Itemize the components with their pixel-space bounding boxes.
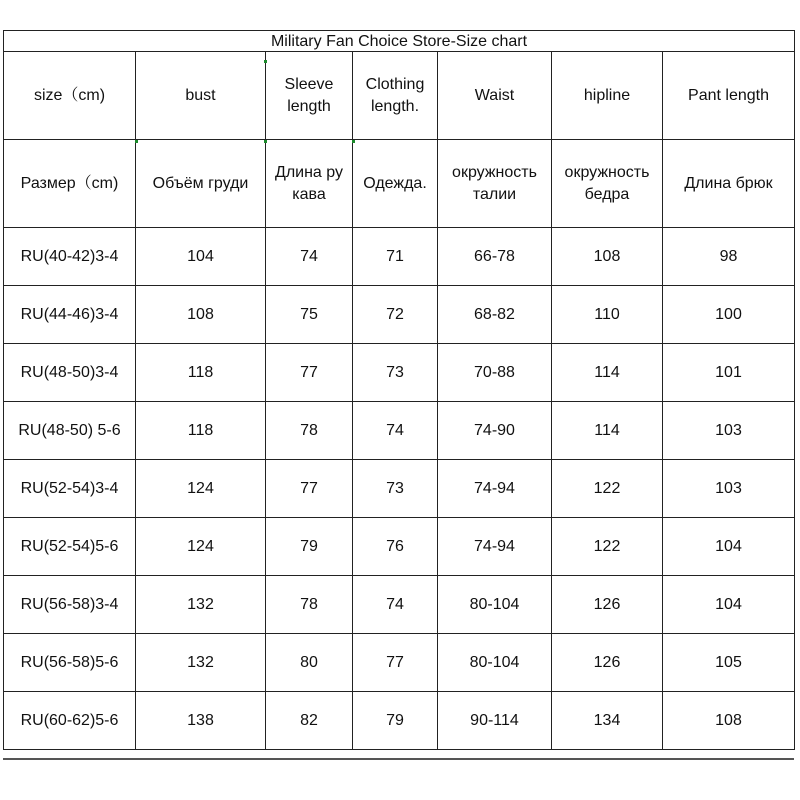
cell-size: RU(44-46)3-4 <box>4 286 136 344</box>
cell-waist: 74-94 <box>438 518 552 576</box>
cell-size: RU(60-62)5-6 <box>4 692 136 750</box>
cell-hipline: 122 <box>552 460 663 518</box>
cell-clothing-length: 79 <box>353 692 438 750</box>
cell-clothing-length: 76 <box>353 518 438 576</box>
cell-sleeve-length: 79 <box>266 518 353 576</box>
header-clothing-length-ru: Одежда. <box>353 140 438 228</box>
cell-hipline: 110 <box>552 286 663 344</box>
cell-bust: 124 <box>136 518 266 576</box>
cell-pant-length: 105 <box>663 634 795 692</box>
header-pant-length: Pant length <box>663 52 795 140</box>
cell-clothing-length: 71 <box>353 228 438 286</box>
cell-size: RU(48-50) 5-6 <box>4 402 136 460</box>
green-corner-mark <box>135 140 138 143</box>
cell-bust: 132 <box>136 576 266 634</box>
cell-size: RU(52-54)3-4 <box>4 460 136 518</box>
cell-waist: 70-88 <box>438 344 552 402</box>
title-row <box>4 31 795 52</box>
header-size-ru: Размер（cm) <box>4 140 136 228</box>
cell-pant-length: 104 <box>663 518 795 576</box>
cell-bust: 118 <box>136 402 266 460</box>
cell-sleeve-length: 77 <box>266 460 353 518</box>
header-hipline-ru: окружность бедра <box>552 140 663 228</box>
cell-size: RU(48-50)3-4 <box>4 344 136 402</box>
header-bust: bust <box>136 52 266 140</box>
cell-sleeve-length: 78 <box>266 576 353 634</box>
cell-bust: 124 <box>136 460 266 518</box>
cell-pant-length: 98 <box>663 228 795 286</box>
cell-clothing-length: 74 <box>353 576 438 634</box>
header-waist-ru: окружность талии <box>438 140 552 228</box>
cell-waist: 80-104 <box>438 576 552 634</box>
table-row <box>4 344 795 402</box>
green-corner-mark <box>352 140 355 143</box>
cell-hipline: 114 <box>552 344 663 402</box>
cell-pant-length: 100 <box>663 286 795 344</box>
cell-sleeve-length: 78 <box>266 402 353 460</box>
cell-pant-length: 103 <box>663 402 795 460</box>
cell-waist: 66-78 <box>438 228 552 286</box>
header-size: size（cm) <box>4 52 136 140</box>
cell-pant-length: 108 <box>663 692 795 750</box>
cell-pant-length: 101 <box>663 344 795 402</box>
cell-size: RU(56-58)5-6 <box>4 634 136 692</box>
cell-bust: 104 <box>136 228 266 286</box>
cell-hipline: 122 <box>552 518 663 576</box>
cell-pant-length: 104 <box>663 576 795 634</box>
cell-sleeve-length: 82 <box>266 692 353 750</box>
cell-bust: 138 <box>136 692 266 750</box>
cell-clothing-length: 77 <box>353 634 438 692</box>
cell-pant-length: 103 <box>663 460 795 518</box>
cell-sleeve-length: 74 <box>266 228 353 286</box>
table-row <box>4 634 795 692</box>
cell-clothing-length: 73 <box>353 344 438 402</box>
cell-bust: 118 <box>136 344 266 402</box>
green-corner-mark <box>264 60 267 63</box>
cell-hipline: 126 <box>552 634 663 692</box>
bottom-edge-line <box>3 758 794 760</box>
cell-waist: 74-90 <box>438 402 552 460</box>
cell-hipline: 126 <box>552 576 663 634</box>
cell-bust: 132 <box>136 634 266 692</box>
cell-waist: 74-94 <box>438 460 552 518</box>
header-waist: Waist <box>438 52 552 140</box>
table-row <box>4 460 795 518</box>
header-clothing-length: Clothing length. <box>353 52 438 140</box>
cell-sleeve-length: 75 <box>266 286 353 344</box>
cell-sleeve-length: 80 <box>266 634 353 692</box>
chart-title: Military Fan Choice Store-Size chart <box>4 31 795 52</box>
cell-waist: 90-114 <box>438 692 552 750</box>
cell-sleeve-length: 77 <box>266 344 353 402</box>
cell-clothing-length: 72 <box>353 286 438 344</box>
cell-hipline: 108 <box>552 228 663 286</box>
cell-size: RU(52-54)5-6 <box>4 518 136 576</box>
header-row-russian <box>4 140 795 228</box>
cell-clothing-length: 73 <box>353 460 438 518</box>
header-sleeve-length: Sleeve length <box>266 52 353 140</box>
cell-hipline: 114 <box>552 402 663 460</box>
table-row <box>4 402 795 460</box>
header-bust-ru: Объём груди <box>136 140 266 228</box>
cell-size: RU(56-58)3-4 <box>4 576 136 634</box>
header-pant-length-ru: Длина брюк <box>663 140 795 228</box>
cell-bust: 108 <box>136 286 266 344</box>
cell-clothing-length: 74 <box>353 402 438 460</box>
table-row <box>4 692 795 750</box>
table-row <box>4 576 795 634</box>
cell-hipline: 134 <box>552 692 663 750</box>
cell-size: RU(40-42)3-4 <box>4 228 136 286</box>
header-row-english <box>4 52 795 140</box>
table-row <box>4 518 795 576</box>
header-sleeve-length-ru: Длина ру кава <box>266 140 353 228</box>
table-row <box>4 286 795 344</box>
cell-waist: 80-104 <box>438 634 552 692</box>
green-corner-mark <box>264 140 267 143</box>
cell-waist: 68-82 <box>438 286 552 344</box>
header-hipline: hipline <box>552 52 663 140</box>
table-row <box>4 228 795 286</box>
size-chart-table <box>3 30 795 750</box>
